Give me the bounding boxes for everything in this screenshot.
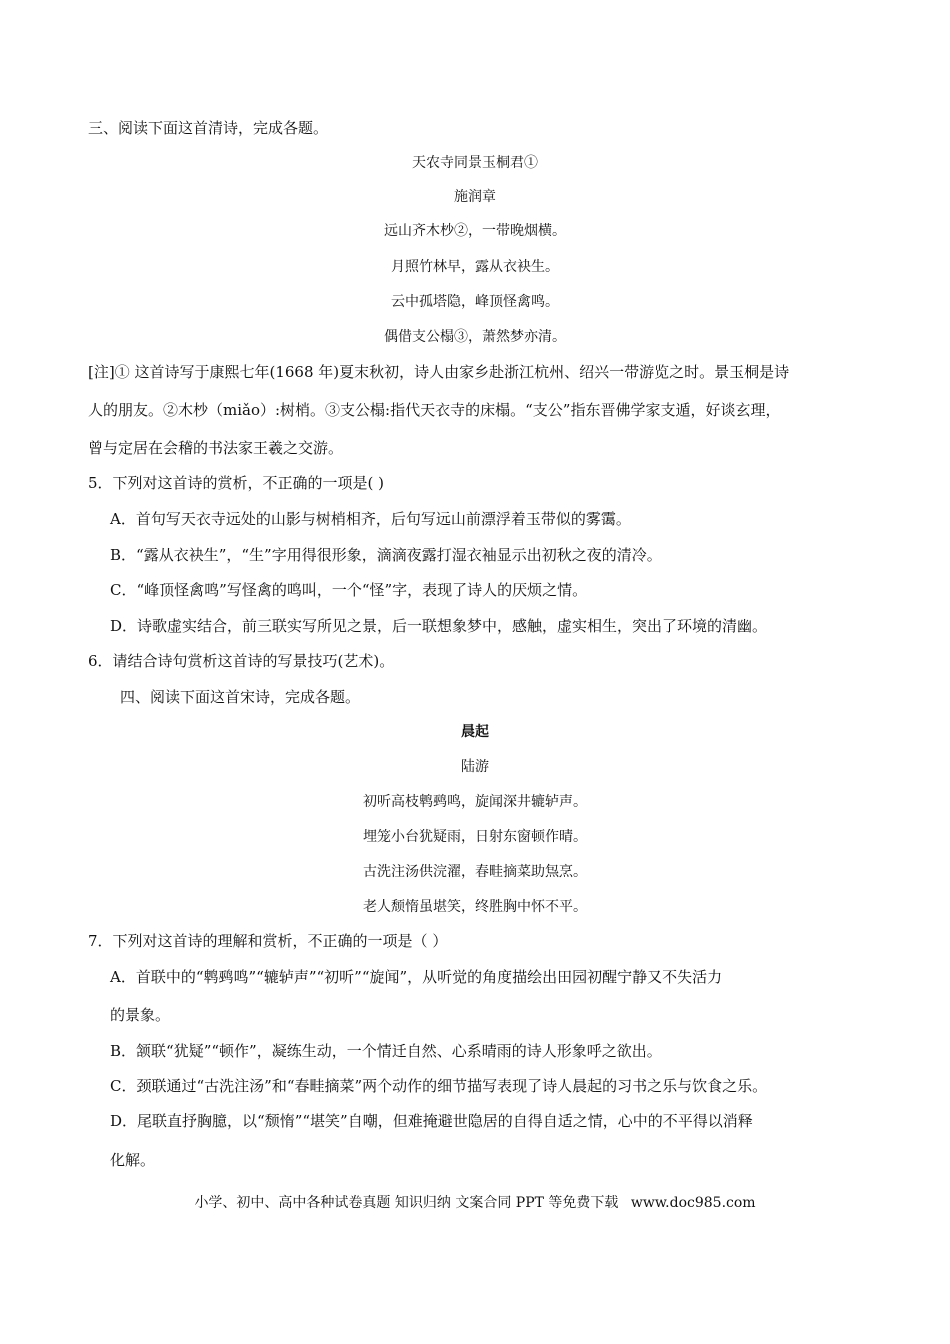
- section3-heading: 三、阅读下面这首清诗，完成各题。: [88, 119, 329, 137]
- poem2-title: 晨起: [461, 724, 489, 740]
- question-7-option-a: A．首联中的“鹎鹀鸣”“辘轳声”“初听”“旋闻”，从听觉的角度描绘出田园初醒宁静又不失活力: [110, 968, 723, 986]
- question-7-option-c: C．颈联通过“古洗注汤”和“春畦摘菜”两个动作的细节描写表现了诗人晨起的习书之乐与饮食之乐。: [110, 1077, 768, 1095]
- question-5-option-a: A．首句写天衣寺远处的山影与树梢相齐，后句写远山前漂浮着玉带似的雾霭。: [110, 510, 631, 528]
- question-7-option-d-cont: 化解。: [110, 1151, 156, 1169]
- poem1-title: 天农寺同景玉桐君①: [412, 155, 538, 171]
- poem2-author: 陆游: [461, 759, 489, 775]
- question-7-option-d: D．尾联直抒胸臆，以“颓惰”“堪笑”自嘲，但难掩避世隐居的自得自适之情，心中的不平得以消释: [110, 1112, 753, 1130]
- poem1-author: 施润章: [454, 189, 496, 205]
- question-5-option-c: C．“峰顶怪禽鸣”写怪禽的鸣叫，一个“怪”字，表现了诗人的厌烦之情。: [110, 581, 588, 599]
- question-7-option-a-cont: 的景象。: [110, 1006, 171, 1024]
- poem2-line: 初听高枝鹎鹀鸣，旋闻深井辘轳声。: [363, 794, 587, 810]
- question-7-option-b: B．颔联“犹疑”“顿作”，凝练生动，一个情迁自然、心系晴雨的诗人形象呼之欲出。: [110, 1042, 662, 1060]
- poem1-line: 远山齐木杪②，一带晚烟横。: [384, 223, 566, 239]
- poem2-line: 老人颓惰虽堪笑，终胜胸中怀不平。: [363, 899, 587, 915]
- question-5-stem: 5．下列对这首诗的赏析，不正确的一项是( ): [88, 474, 385, 492]
- poem1-line: 云中孤塔隐，峰顶怪禽鸣。: [391, 294, 559, 310]
- footer-text: 小学、初中、高中各种试卷真题 知识归纳 文案合同 PPT 等免费下载: [194, 1195, 619, 1211]
- poem1-line: 偶借支公榻③，萧然梦亦清。: [384, 329, 566, 345]
- section4-heading: 四、阅读下面这首宋诗，完成各题。: [120, 688, 361, 706]
- footer-link[interactable]: www.doc985.com: [630, 1195, 756, 1211]
- question-5-option-d: D．诗歌虚实结合，前三联实写所见之景，后一联想象梦中，感触，虚实相生，突出了环境的清幽。: [110, 617, 768, 635]
- question-7-stem: 7．下列对这首诗的理解和赏析，不正确的一项是（ ）: [88, 932, 448, 950]
- question-5-option-b: B．“露从衣袂生”，“生”字用得很形象，滴滴夜露打湿衣袖显示出初秋之夜的清冷。: [110, 546, 662, 564]
- page-footer: [0, 1192, 950, 1212]
- note-line: 曾与定居在会稽的书法家王羲之交游。: [88, 439, 344, 457]
- poem2-line: 埋笼小台犹疑雨，日射东窗顿作晴。: [363, 829, 587, 845]
- note-line: 人的朋友。②木杪（miǎo）:树梢。③支公榻:指代天衣寺的床榻。“支公”指东晋佛学家支遁，好谈玄理，: [88, 401, 781, 419]
- poem2-line: 古洗注汤供浣濯，春畦摘菜助炰烹。: [363, 864, 587, 880]
- question-6: 6．请结合诗句赏析这首诗的写景技巧(艺术)。: [88, 652, 395, 670]
- note-line: [注]① 这首诗写于康熙七年(1668 年)夏末秋初，诗人由家乡赴浙江杭州、绍兴一带游览之时。景玉桐是诗: [88, 363, 790, 381]
- poem1-line: 月照竹林早，露从衣袂生。: [391, 259, 559, 275]
